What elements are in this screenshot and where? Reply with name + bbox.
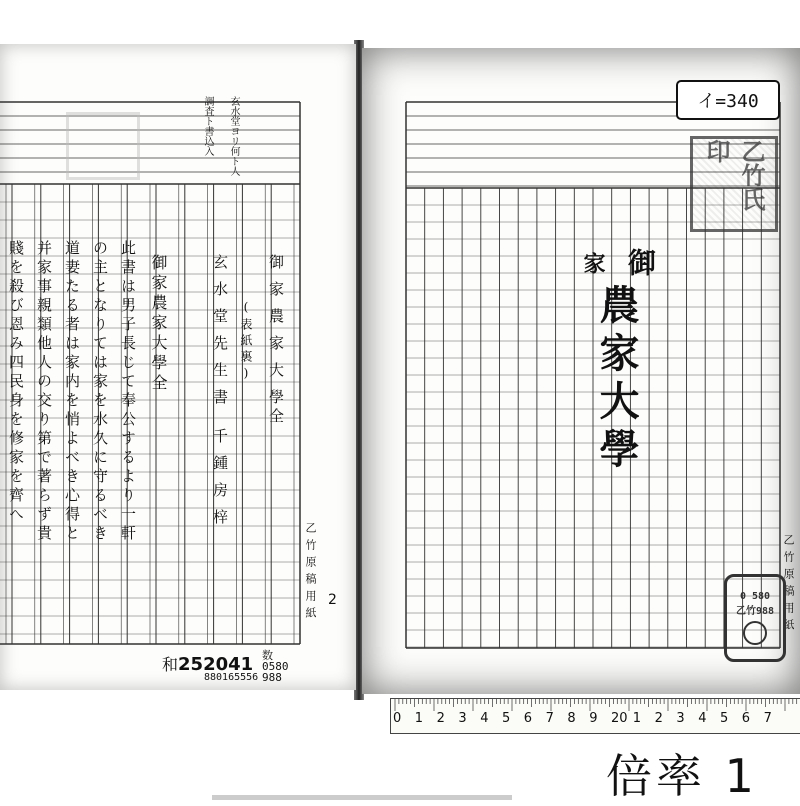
cover-note: (表紙裏)	[239, 300, 253, 384]
ruler-number: 9	[589, 711, 598, 726]
ruler-number: 3	[458, 711, 467, 726]
ruler-number: 5	[502, 711, 511, 726]
ruler-number: 7	[545, 711, 554, 726]
ruler-number: 2	[654, 711, 663, 726]
ruler-number: 20	[611, 711, 628, 726]
ruler-number: 6	[741, 711, 751, 726]
stamp-line-2: 乙竹988	[735, 606, 775, 617]
stamp-circle-icon	[743, 621, 767, 645]
left-paper-brand: 乙竹原稿用紙	[304, 522, 317, 624]
body-text-column: 并家事親類他人の交り第で著らず貴	[35, 240, 53, 544]
book-title: 農家大學	[593, 284, 640, 476]
faded-library-stamp	[66, 112, 140, 180]
ruler-number: 8	[567, 711, 576, 726]
right-paper-brand: 乙竹原稿用紙	[782, 534, 795, 636]
ruler-number: 2	[436, 711, 445, 726]
author-column: 玄水堂先生書	[211, 254, 229, 416]
ownership-seal-stamp: 乙竹氏印	[690, 136, 778, 232]
ruler-number: 5	[720, 711, 729, 726]
header-note-1: 玄水堂ヨリ何ト人	[228, 96, 239, 176]
collection-number-stamp	[724, 574, 786, 662]
zoom-ratio-label: 倍率 1	[606, 749, 758, 803]
hand-note-line: 0580	[262, 660, 289, 673]
serial-value: 252041	[178, 654, 254, 675]
measurement-ruler	[390, 698, 800, 734]
bottom-edge-bar	[212, 795, 512, 800]
publisher-column: 千鍾房梓	[211, 428, 229, 536]
title-label-column: 御家農家大學	[267, 254, 285, 416]
ruler-number: 1	[414, 711, 424, 726]
stamp-inside-column: 御家農家大學全	[149, 254, 168, 394]
ruler-number: 1	[632, 711, 642, 726]
body-text-column: 此書は男子長じて奉公するより一軒	[119, 240, 137, 544]
hand-note-line: 数	[262, 649, 273, 662]
ruler-number: 0	[393, 711, 402, 726]
sub-serial-number: 880165556	[204, 672, 259, 683]
body-text-column: の主となりては家を水久に守るべき	[91, 240, 109, 544]
serial-prefix: 和	[162, 655, 179, 674]
honorific-prefix-small: 家	[580, 252, 606, 274]
body-text-column: 賤を殺び恩み四民身を修家を齊へ	[7, 240, 25, 525]
ruler-number: 4	[480, 711, 489, 726]
ruler-number: 6	[523, 711, 533, 726]
call-number-label: イ=340	[676, 80, 780, 120]
ruler-number: 7	[763, 711, 772, 726]
stamp-line-1: 0 580	[739, 591, 771, 602]
honorific-prefix: 御	[624, 248, 657, 276]
body-text-column: 道妻たる者は家内を悄よべき心得と	[63, 240, 81, 544]
ruler-number: 4	[698, 711, 707, 726]
volume-label: 全	[267, 408, 285, 435]
page-number: 2	[328, 592, 337, 608]
handwritten-note	[262, 650, 289, 683]
hand-note-line: 988	[262, 671, 282, 684]
header-note-2: 調査ト書込入	[202, 96, 213, 156]
ruler-number: 3	[676, 711, 685, 726]
